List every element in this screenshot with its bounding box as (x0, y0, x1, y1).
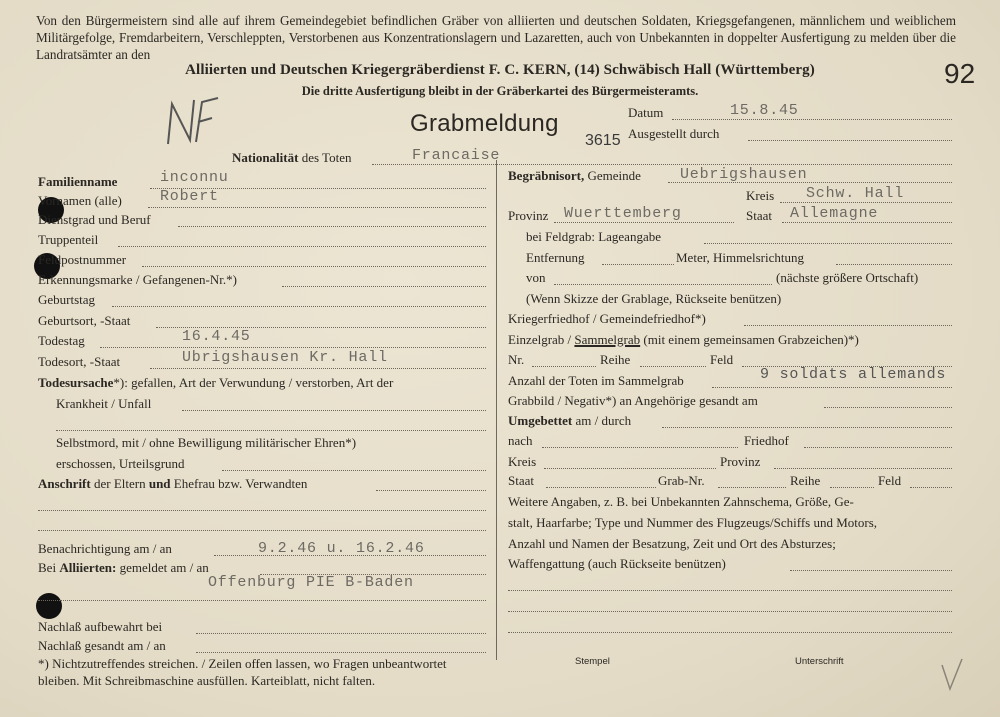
grabbild-line (824, 407, 952, 408)
todestag-value: 16.4.45 (182, 328, 251, 345)
provinz2-line (774, 468, 952, 469)
nationality-label: Nationalität des Toten (232, 150, 352, 165)
benachrichtigung-label: Benachrichtigung am / an (38, 541, 172, 556)
kreis2-line (544, 468, 716, 469)
anschrift-line-2 (38, 510, 486, 511)
card-number: 92 (944, 58, 976, 89)
friedhof2-line (804, 447, 952, 448)
kreis-value: Schw. Hall (806, 185, 905, 202)
meter-label: Meter, Himmelsrichtung (676, 250, 805, 265)
friedhof-line (744, 325, 952, 326)
third-copy-note: Die dritte Ausfertigung bleibt in der Gräberkartei des Bürgermeisteramts. (301, 84, 699, 98)
skizze-label: (Wenn Skizze der Grablage, Rückseite benützen) (526, 291, 782, 306)
umgebettet-line (662, 427, 952, 428)
dienstgrad-line (178, 226, 486, 227)
vornamen-value: Robert (160, 188, 219, 205)
datum-label: Datum (628, 105, 664, 120)
familienname-value: inconnu (160, 169, 229, 186)
von-line (554, 284, 772, 285)
todesort-value: Ubrigshausen Kr. Hall (182, 349, 388, 366)
stamp-number: 3615 (585, 132, 621, 149)
entfernung-line (602, 264, 674, 265)
nachlass-aufbewahrt-line (196, 633, 486, 634)
anzahl-label: Anzahl der Toten im Sammelgrab (508, 373, 684, 388)
feldpost-label: Feldpostnummer (38, 252, 127, 267)
todestag-line (100, 347, 486, 348)
alliierten-label: Bei Alliierten: gemeldet am / an (38, 560, 209, 575)
reihe-label: Reihe (600, 352, 631, 367)
handwritten-nf-mark (160, 92, 222, 150)
begraebnisort-label: Begräbnisort, Gemeinde (508, 168, 641, 183)
anzahl-value: 9 soldats allemands (760, 366, 947, 383)
footnote: *) Nichtzutreffendes streichen. / Zeilen offen lassen, wo Fragen unbeantwortet bleiben. Mit Schreibmaschine ausfüllen. Karteiblatt, nicht falten. (38, 656, 447, 688)
geburtsort-label: Geburtsort, -Staat (38, 313, 131, 328)
anzahl-line (712, 387, 952, 388)
erkennungsmarke-line (282, 286, 486, 287)
krankheit-line (182, 410, 486, 411)
einzelgrab-label: Einzelgrab / Sammelgrab (mit einem gemeinsamen Grabzeichen)*) (508, 332, 859, 347)
nach-line (542, 447, 738, 448)
weitere-dots-4 (508, 632, 952, 633)
nach-label: nach (508, 433, 533, 448)
alliierten-value: Offenburg PIE B-Baden (208, 574, 414, 591)
staat-line (782, 222, 952, 223)
provinz-label: Provinz (508, 208, 549, 223)
krankheit-label: Krankheit / Unfall (56, 396, 152, 411)
provinz-line (554, 222, 734, 223)
ortschaft-label: (nächste größere Ortschaft) (776, 270, 919, 285)
truppenteil-line (118, 246, 486, 247)
erkennungsmarke-label: Erkennungsmarke / Gefangenen-Nr.*) (38, 272, 237, 287)
grabnr-line (718, 487, 786, 488)
weitere-line-4: Waffengattung (auch Rückseite benützen) (508, 556, 726, 571)
weitere-dots-1 (790, 570, 952, 571)
friedhof-label: Kriegerfriedhof / Gemeindefriedhof*) (508, 311, 706, 326)
nr-label: Nr. (508, 352, 525, 367)
anschrift-line (376, 490, 486, 491)
staat2-label: Staat (508, 473, 534, 488)
feldgrab-line (704, 243, 952, 244)
nachlass-gesandt-line (196, 652, 486, 653)
truppenteil-label: Truppenteil (38, 232, 99, 247)
reihe2-label: Reihe (790, 473, 821, 488)
selbstmord-label: Selbstmord, mit / ohne Bewilligung militärischer Ehren*) (56, 435, 357, 450)
column-divider (496, 160, 497, 660)
provinz2-label: Provinz (720, 454, 761, 469)
todesort-line (150, 368, 486, 369)
staat-label: Staat (746, 208, 772, 223)
feld2-label: Feld (878, 473, 902, 488)
feld2-line (910, 487, 952, 488)
kreis-line (780, 202, 952, 203)
check-mark-icon (938, 655, 966, 695)
feld-label: Feld (710, 352, 734, 367)
weitere-dots-2 (508, 590, 952, 591)
krankheit-line-2 (56, 430, 486, 431)
kreis-label: Kreis (746, 188, 775, 203)
feldgrab-label: bei Feldgrab: Lageangabe (526, 229, 661, 244)
grabnr-label: Grab-Nr. (658, 473, 705, 488)
staat2-line (546, 487, 656, 488)
geburtstag-label: Geburtstag (38, 292, 96, 307)
datum-value: 15.8.45 (730, 102, 799, 119)
staat-value: Allemagne (790, 205, 879, 222)
gemeinde-value: Uebrigshausen (680, 166, 808, 183)
organisation-line: Alliierten und Deutschen Kriegergräberdienst F. C. KERN, (14) Schwäbisch Hall (Württemberg) (185, 62, 815, 78)
alliierten-line-2 (38, 600, 486, 601)
erschossen-label: erschossen, Urteilsgrund (56, 456, 185, 471)
dienstgrad-label: Dienstgrad und Beruf (38, 212, 151, 227)
nr-line (532, 366, 596, 367)
unterschrift-label: Unterschrift (795, 656, 844, 667)
geburtstag-line (112, 306, 486, 307)
todestag-label: Todestag (38, 333, 85, 348)
ausgestellt-label: Ausgestellt durch (628, 126, 720, 141)
ausgestellt-line (748, 140, 952, 141)
todesort-label: Todesort, -Staat (38, 354, 121, 369)
datum-line (672, 119, 952, 120)
erschossen-line (222, 470, 486, 471)
punch-hole-3 (36, 593, 62, 619)
nachlass-gesandt-label: Nachlaß gesandt am / an (38, 638, 166, 653)
todesursache-label: Todesursache*): gefallen, Art der Verwundung / verstorben, Art der (38, 375, 394, 390)
weitere-line-1: Weitere Angaben, z. B. bei Unbekannten Zahnschema, Größe, Ge- (508, 494, 854, 509)
reihe2-line (830, 487, 874, 488)
von-label: von (526, 270, 546, 285)
benachrichtigung-value: 9.2.46 u. 16.2.46 (258, 540, 425, 557)
weitere-dots-3 (508, 611, 952, 612)
intro-text: Von den Bürgermeistern sind alle auf ihrem Gemeindegebiet befindlichen Gräber von alliierten und deutschen Soldaten, Kriegsgefangenen, männlichem und weiblichem Militärgefolge, Fremdarbeitern, Verschleppten, Verstorbenen aus Konzentrationslagern und Lazaretten, auch von Unbekannten in doppelter Ausfertigung zu melden über die Landratsämter an den (36, 13, 956, 62)
stempel-label: Stempel (575, 656, 610, 667)
vornamen-label: Vornamen (alle) (38, 193, 122, 208)
reihe-line (640, 366, 706, 367)
provinz-value: Wuerttemberg (564, 205, 682, 222)
meter-line (836, 264, 952, 265)
form-title: Grabmeldung (410, 110, 559, 137)
nationality-line (372, 164, 952, 165)
anschrift-line-3 (38, 530, 486, 531)
anschrift-label: Anschrift der Eltern und Ehefrau bzw. Verwandten (38, 476, 308, 491)
grabbild-label: Grabbild / Negativ*) an Angehörige gesandt am (508, 393, 758, 408)
friedhof2-label: Friedhof (744, 433, 789, 448)
familienname-label: Familienname (38, 174, 118, 189)
umgebettet-label: Umgebettet am / durch (508, 413, 632, 428)
vornamen-line (148, 207, 486, 208)
weitere-line-2: stalt, Haarfarbe; Type und Nummer des Flugzeugs/Schiffs und Motors, (508, 515, 878, 530)
kreis2-label: Kreis (508, 454, 537, 469)
entfernung-label: Entfernung (526, 250, 585, 265)
weitere-line-3: Anzahl und Namen der Besatzung, Zeit und Ort des Absturzes; (508, 536, 836, 551)
nachlass-aufbewahrt-label: Nachlaß aufbewahrt bei (38, 619, 163, 634)
feldpost-line (142, 266, 486, 267)
nationality-value: Francaise (412, 147, 501, 164)
